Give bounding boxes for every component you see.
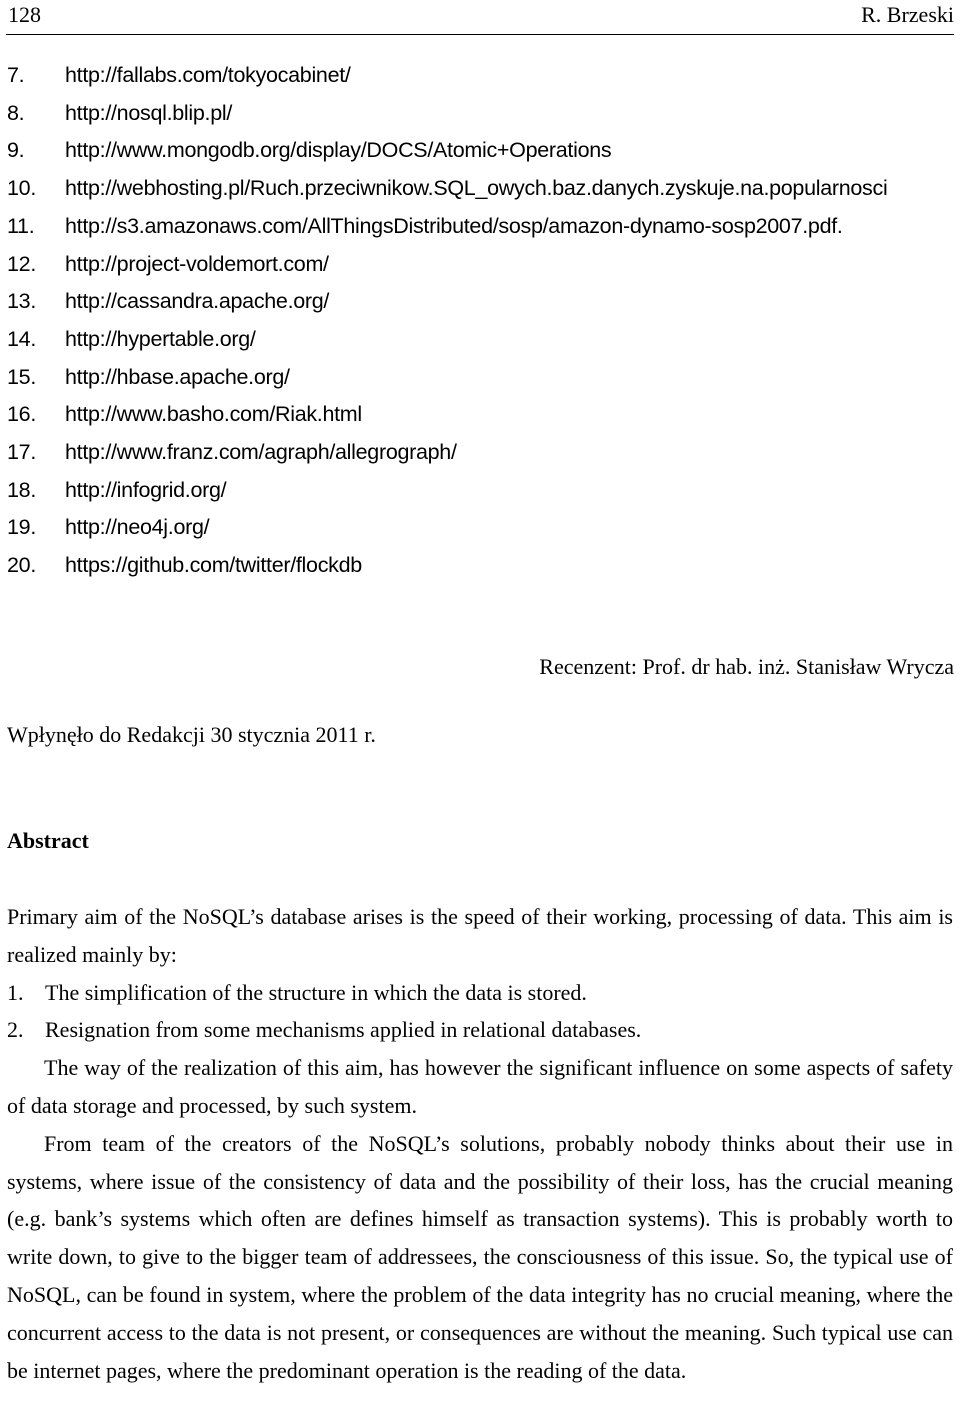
reference-item	[7, 547, 887, 585]
page-number: 128	[8, 2, 41, 27]
reference-number: 13.	[7, 289, 36, 314]
reference-item	[7, 396, 887, 434]
list-item-number: 2.	[7, 1017, 24, 1043]
reference-url[interactable]: http://cassandra.apache.org/	[65, 289, 330, 314]
reference-number: 12.	[7, 251, 36, 276]
reference-number: 20.	[7, 553, 36, 578]
reviewer-note: Recenzent: Prof. dr hab. inż. Stanisław Wrycza	[539, 654, 954, 679]
reference-number: 10.	[7, 176, 36, 201]
reference-number: 19.	[7, 515, 36, 540]
reference-url[interactable]: http://fallabs.com/tokyocabinet/	[65, 63, 351, 87]
reference-url[interactable]: http://hypertable.org/	[65, 326, 256, 351]
reference-url[interactable]: http://s3.amazonaws.com/AllThingsDistributed/sosp/amazon-dynamo-sosp2007.pdf.	[65, 213, 843, 238]
reference-item	[7, 170, 887, 208]
running-head-author: R. Brzeski	[861, 2, 954, 27]
reference-url[interactable]: http://infogrid.org/	[65, 477, 227, 502]
reference-item	[7, 472, 887, 510]
reference-url[interactable]: https://github.com/twitter/flockdb	[65, 553, 362, 578]
reference-url[interactable]: http://neo4j.org/	[65, 515, 210, 540]
reference-url[interactable]: http://webhosting.pl/Ruch.przeciwnikow.SQL_owych.baz.danych.zyskuje.na.popularnosci	[65, 176, 888, 201]
abstract-body	[7, 898, 953, 1389]
reference-list	[7, 57, 887, 585]
reference-item	[7, 321, 887, 359]
list-item-text: Resignation from some mechanisms applied in relational databases.	[45, 1017, 642, 1043]
reference-item	[7, 95, 887, 133]
page-header	[6, 0, 954, 35]
reference-item	[7, 246, 887, 284]
reference-url[interactable]: http://www.franz.com/agraph/allegrograph/	[65, 440, 457, 465]
reference-url[interactable]: http://hbase.apache.org/	[65, 364, 290, 389]
reference-number: 16.	[7, 402, 36, 427]
reference-item	[7, 283, 887, 321]
abstract-heading: Abstract	[7, 828, 89, 853]
reference-number: 7.	[7, 63, 25, 87]
reference-number: 15.	[7, 364, 36, 389]
abstract-intro: Primary aim of the NoSQL’s database arises is the speed of their working, processing of data. This aim is realized mainly by:	[7, 904, 953, 967]
reference-url[interactable]: http://project-voldemort.com/	[65, 251, 329, 276]
abstract-paragraph: From team of the creators of the NoSQL’s solutions, probably nobody thinks about their use in systems, where issue of the consistency of data and the possibility of their loss, has the crucial meaning (e.g. bank’s systems which often are defines himself as transaction systems). This is probably worth to write down, to give to the bigger team of addressees, the consciousness of this issue. So, the typical use of NoSQL, can be found in system, where the problem of the data integrity has no crucial meaning, where the concurrent access to the data is not present, or consequences are without the meaning. Such typical use can be internet pages, where the predominant operation is the reading of the data.	[7, 1130, 953, 1383]
reference-number: 11.	[7, 213, 35, 238]
abstract-list-item	[7, 1011, 953, 1049]
reference-url[interactable]: http://nosql.blip.pl/	[65, 100, 233, 125]
reference-number: 17.	[7, 440, 36, 465]
list-item-text: The simplification of the structure in which the data is stored.	[45, 979, 587, 1005]
reference-number: 18.	[7, 477, 36, 502]
reference-item	[7, 132, 887, 170]
received-date: Wpłynęło do Redakcji 30 stycznia 2011 r.	[7, 722, 376, 747]
list-item-number: 1.	[7, 979, 24, 1005]
reference-item	[7, 509, 887, 547]
reference-item	[7, 57, 887, 95]
reference-number: 9.	[7, 138, 25, 163]
abstract-list-item	[7, 974, 953, 1012]
reference-item	[7, 359, 887, 397]
reference-item	[7, 208, 887, 246]
reference-number: 14.	[7, 326, 36, 351]
reference-url[interactable]: http://www.mongodb.org/display/DOCS/Atomic+Operations	[65, 138, 612, 163]
reference-url[interactable]: http://www.basho.com/Riak.html	[65, 402, 362, 427]
reference-number: 8.	[7, 100, 25, 125]
abstract-paragraph: The way of the realization of this aim, has however the significant influence on some aspects of safety of data storage and processed, by such system.	[7, 1055, 953, 1118]
reference-item	[7, 434, 887, 472]
